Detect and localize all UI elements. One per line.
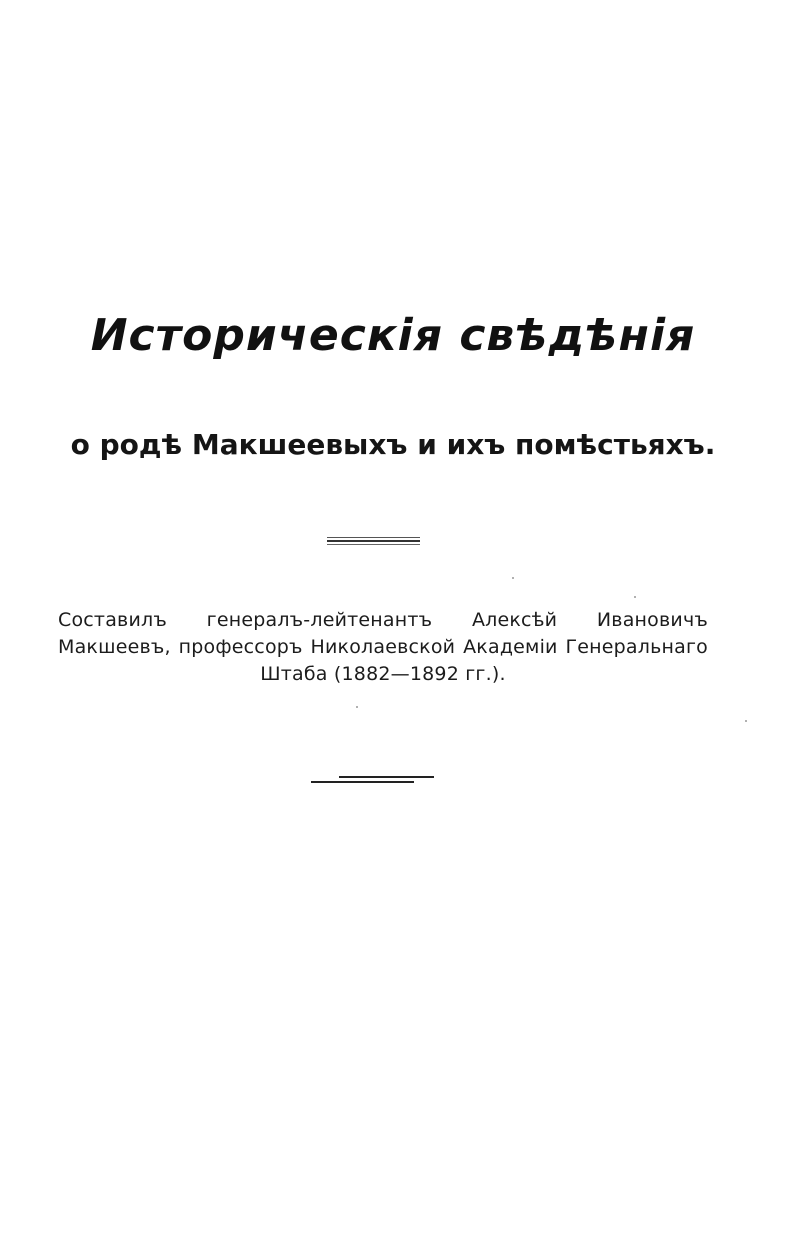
page-title: Историческія свѣдѣнія [90,310,696,361]
print-speck [512,577,514,579]
page-subtitle: о родѣ Макшеевыхъ и ихъ помѣстьяхъ. [70,428,716,461]
author-byline: Составилъ генералъ-лейтенантъ Алексѣй Ивановичъ Макшеевъ, профессоръ Николаевской Академіи Генеральнаго Штаба (1882—1892 гг.). [58,609,708,685]
print-speck [745,720,747,722]
print-speck [356,706,358,708]
print-speck [634,596,636,598]
